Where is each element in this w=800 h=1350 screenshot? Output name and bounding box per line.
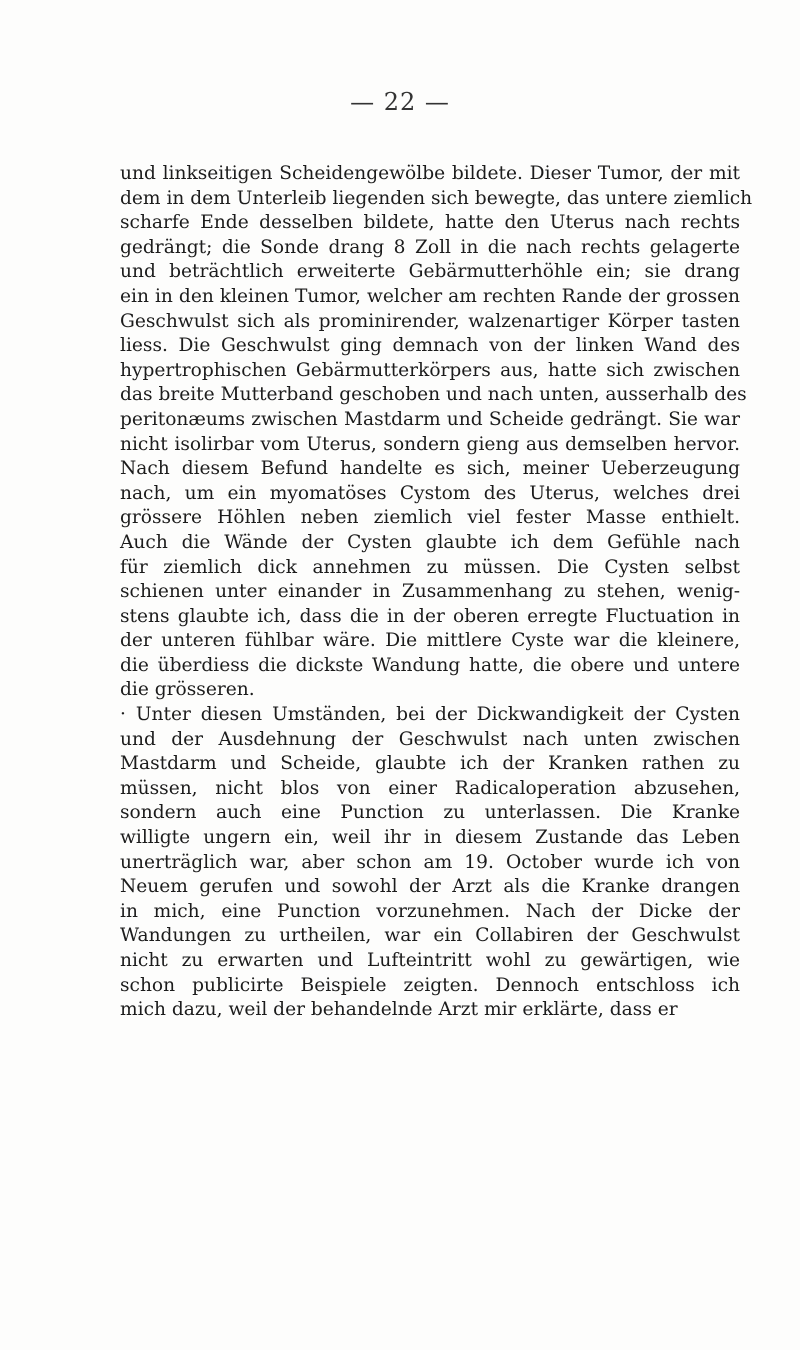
text-line: nach, um ein myomatöses Cystom des Uterus, welches drei: [120, 482, 740, 504]
text-line: mich dazu, weil der behandelnde Arzt mir erklärte, dass er: [120, 999, 678, 1021]
text-line: schon publicirte Beispiele zeigten. Dennoch entschloss ich: [120, 974, 740, 996]
text-line: stens glaubte ich, dass die in der oberen erregte Fluctuation in: [120, 605, 740, 627]
body-text: [120, 162, 753, 1023]
text-line: nicht zu erwarten und Lufteintritt wohl zu gewärtigen, wie: [120, 950, 740, 971]
text-line: nicht isolirbar vom Uterus, sondern gieng aus demselben hervor.: [120, 433, 740, 455]
page-number: — 22 —: [350, 88, 450, 116]
text-line: und beträchtlich erweiterte Gebärmutterhöhle ein; sie drang: [120, 261, 740, 283]
text-line: hypertrophischen Gebärmutterkörpers aus, hatte sich zwischen: [120, 359, 740, 381]
text-line: willigte ungern ein, weil ihr in diesem Zustande das Leben: [120, 827, 740, 849]
text-line: Nach diesem Befund handelte es sich, meiner Ueberzeugung: [120, 458, 740, 480]
text-line: grössere Höhlen neben ziemlich viel fester Masse enthielt.: [120, 507, 740, 529]
text-line: unerträglich war, aber schon am 19. October wurde ich von: [120, 851, 740, 873]
text-line: müssen, nicht blos von einer Radicaloperation abzusehen,: [120, 777, 740, 799]
text-line: Neuem gerufen und sowohl der Arzt als die Kranke drangen: [120, 876, 740, 898]
paragraph-2: [120, 703, 740, 1023]
text-line: die überdiess die dickste Wandung hatte, die obere und untere: [120, 654, 740, 676]
text-line: ein in den kleinen Tumor, welcher am rechten Rande der grossen: [120, 285, 740, 307]
text-line: sondern auch eine Punction zu unterlassen. Die Kranke: [120, 802, 740, 824]
text-line: liess. Die Geschwulst ging demnach von der linken Wand des: [120, 335, 740, 357]
text-line: Geschwulst sich als prominirender, walzenartiger Körper tasten: [120, 310, 740, 332]
text-line: peritonæums zwischen Mastdarm und Scheide gedrängt. Sie war: [120, 408, 740, 430]
text-line: Mastdarm und Scheide, glaubte ich der Kranken rathen zu: [120, 753, 740, 775]
text-line: für ziemlich dick annehmen zu müssen. Die Cysten selbst: [120, 556, 740, 578]
text-line: in mich, eine Punction vorzunehmen. Nach der Dicke der: [120, 900, 740, 922]
text-line: Auch die Wände der Cysten glaubte ich dem Gefühle nach: [120, 531, 740, 553]
text-line: das breite Mutterband geschoben und nach unten, ausserhalb des: [120, 384, 747, 406]
text-line: dem in dem Unterleib liegenden sich bewegte, das untere ziemlich: [120, 187, 753, 209]
text-line: scharfe Ende desselben bildete, hatte den Uterus nach rechts: [120, 212, 740, 234]
text-line: Wandungen zu urtheilen, war ein Collabiren der Geschwulst: [120, 925, 740, 947]
text-line: die grösseren.: [120, 679, 255, 701]
text-line: und linkseitigen Scheidengewölbe bildete. Dieser Tumor, der mit: [120, 163, 740, 184]
text-line: · Unter diesen Umständen, bei der Dickwandigkeit der Cysten: [120, 704, 740, 726]
paragraph-1: [120, 162, 753, 703]
text-line: der unteren fühlbar wäre. Die mittlere Cyste war die kleinere,: [120, 630, 740, 652]
text-line: und der Ausdehnung der Geschwulst nach unten zwischen: [120, 728, 740, 750]
text-line: gedrängt; die Sonde drang 8 Zoll in die nach rechts gelagerte: [120, 236, 740, 258]
text-line: schienen unter einander in Zusammenhang zu stehen, wenig-: [120, 581, 740, 603]
